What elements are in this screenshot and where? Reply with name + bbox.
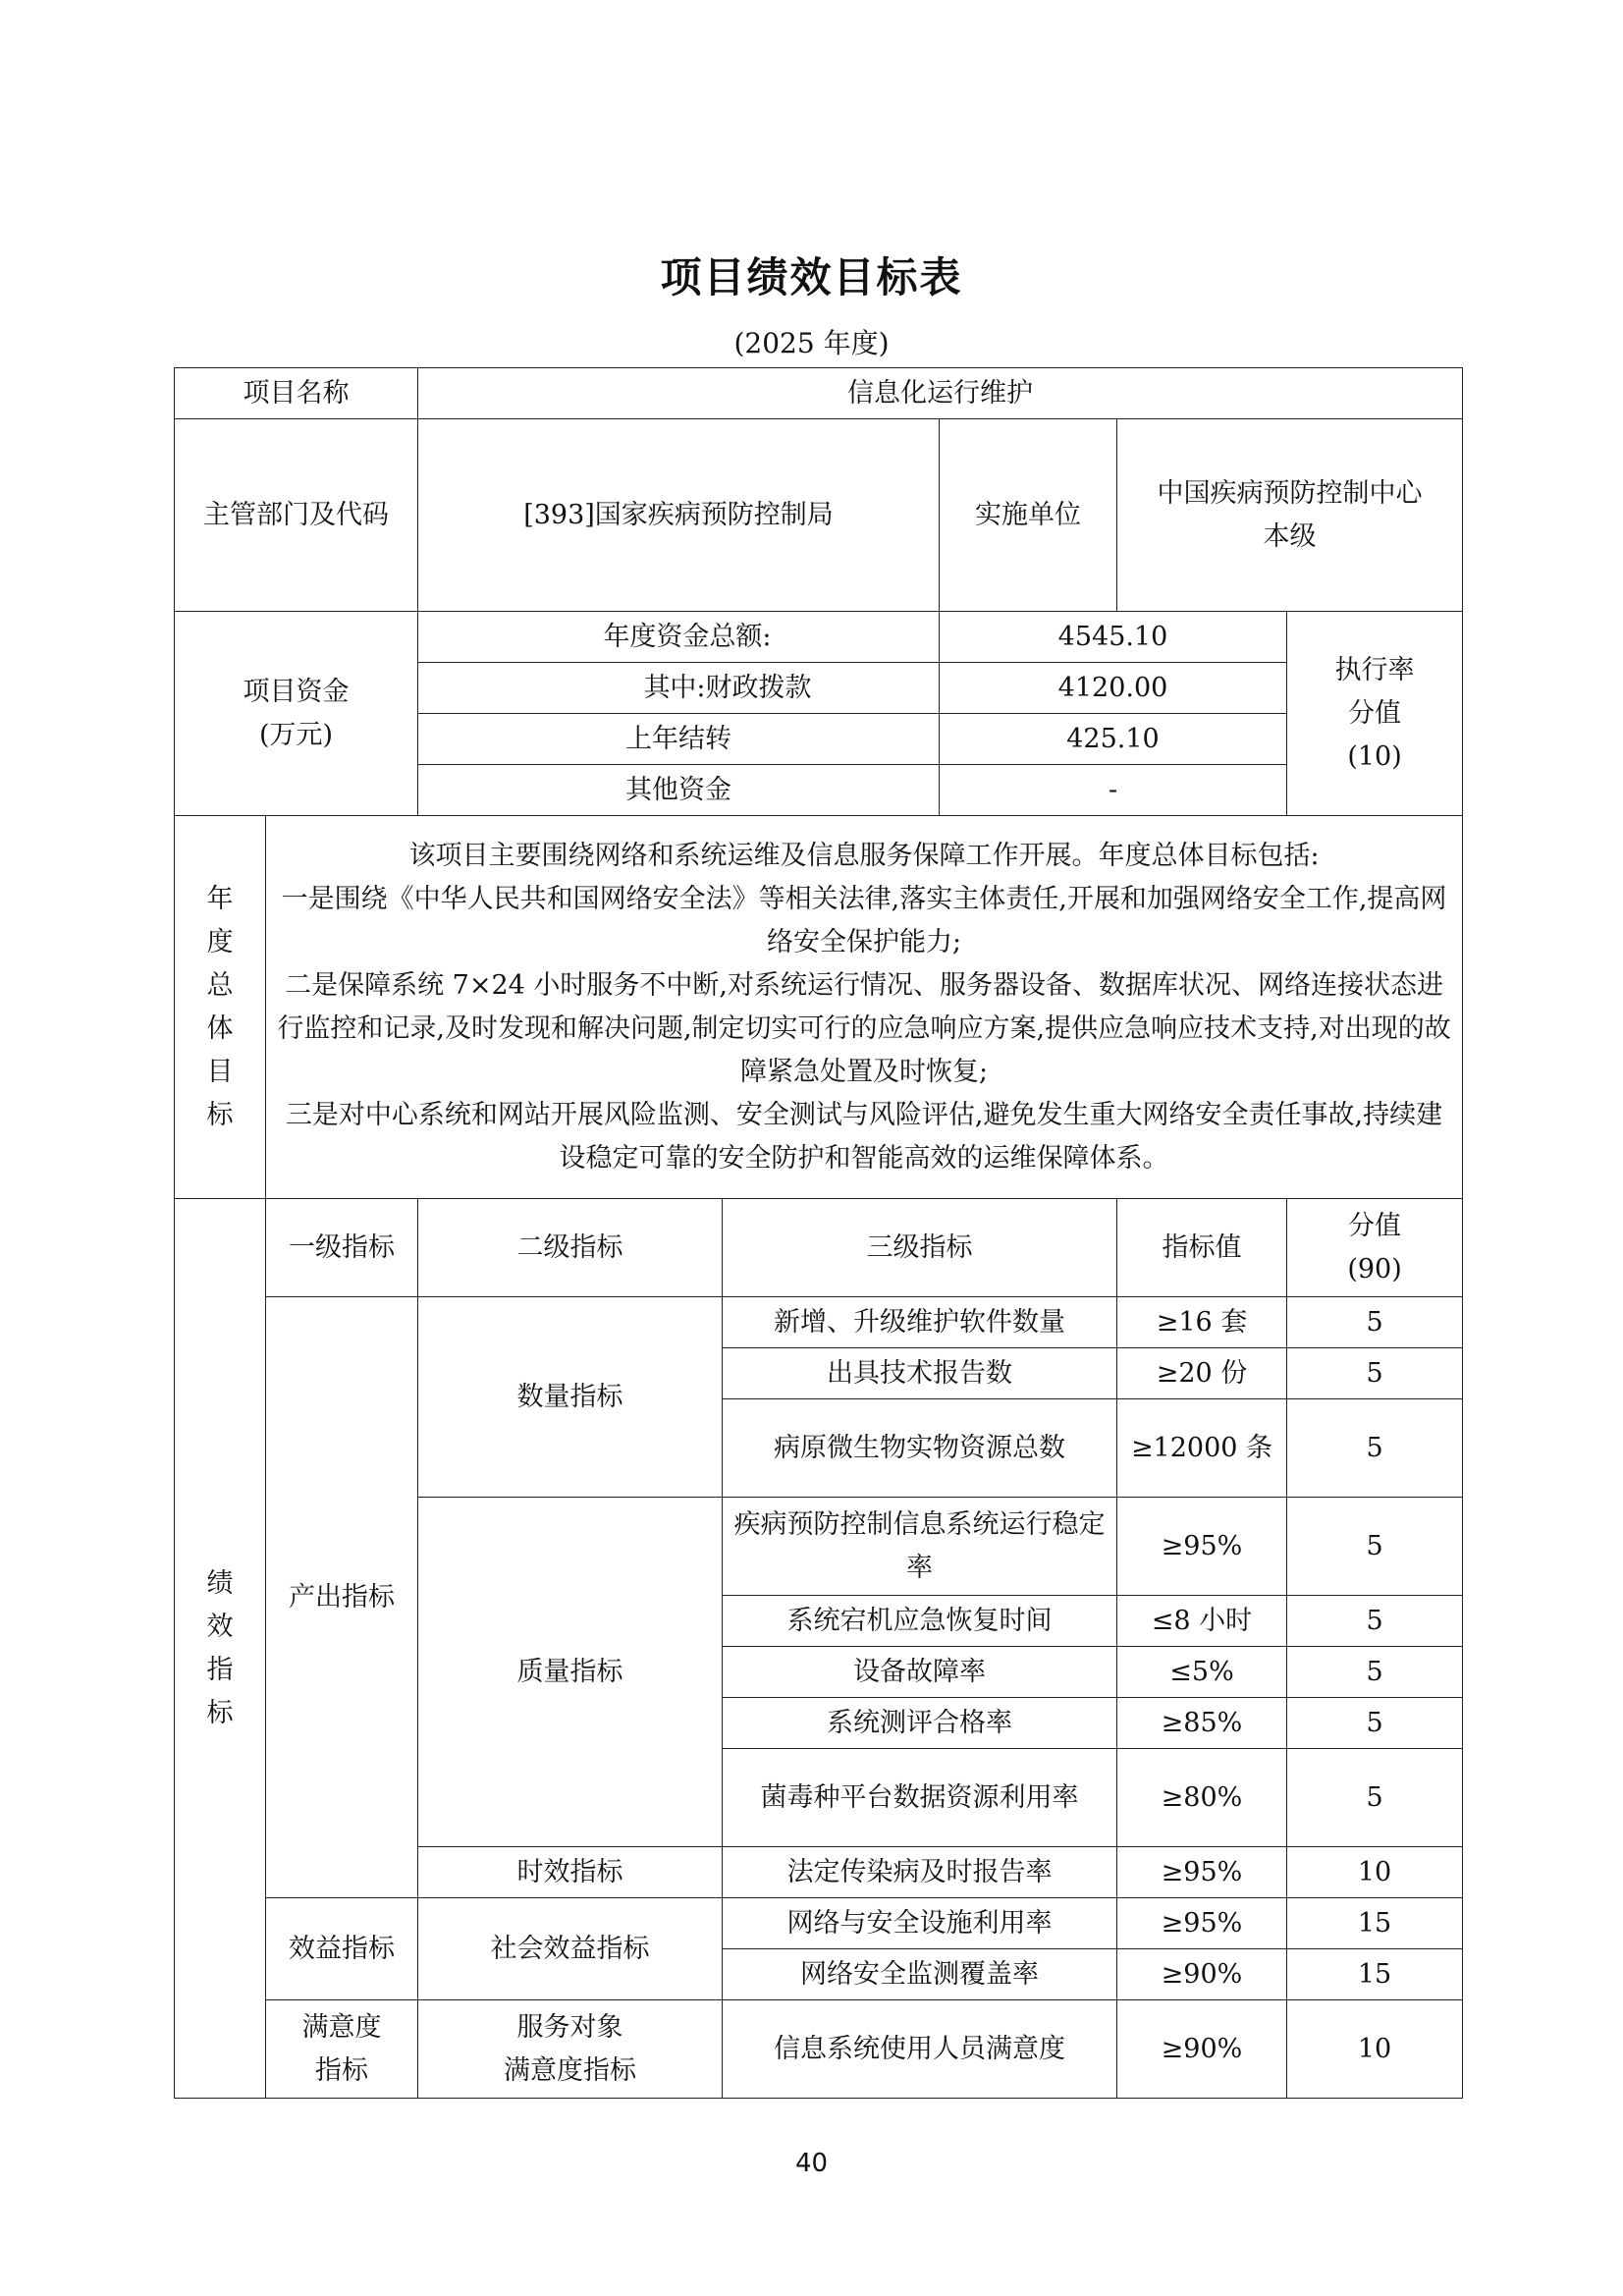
indicator-score: 5 xyxy=(1287,1399,1463,1498)
exec-line2: 分值 xyxy=(1348,697,1402,729)
goal-label-char: 年 xyxy=(206,883,234,914)
unit-value-line1: 中国疾病预防控制中心 xyxy=(1157,477,1423,509)
fund-fiscal-value: 4120.00 xyxy=(940,663,1287,714)
fund-carry-label: 上年结转 xyxy=(418,714,940,765)
annual-goal-text xyxy=(266,816,1463,1199)
indicator-name: 系统宕机应急恢复时间 xyxy=(723,1596,1117,1647)
satisfaction-line2: 指标 xyxy=(315,2054,368,2086)
fund-fiscal-label: 其中:财政拨款 xyxy=(418,663,940,714)
header-value: 指标值 xyxy=(1117,1199,1287,1297)
fund-total-row xyxy=(175,612,1463,663)
indicator-value: ≥20 份 xyxy=(1117,1348,1287,1399)
indicators-label-char: 效 xyxy=(206,1611,234,1642)
page-number: 40 xyxy=(794,2149,829,2178)
performance-table xyxy=(174,367,1463,2099)
indicator-value: ≤8 小时 xyxy=(1117,1596,1287,1647)
goal-label-char: 目 xyxy=(206,1056,234,1087)
indicator-value: ≥16 套 xyxy=(1117,1297,1287,1348)
service-satisfaction-indicator xyxy=(418,2000,723,2099)
indicator-score: 10 xyxy=(1287,2000,1463,2099)
indicator-score: 5 xyxy=(1287,1498,1463,1596)
indicator-header-row xyxy=(175,1199,1463,1297)
indicator-value: ≥90% xyxy=(1117,1949,1287,2000)
project-name-row xyxy=(175,368,1463,419)
indicator-score: 5 xyxy=(1287,1596,1463,1647)
fund-carry-value: 425.10 xyxy=(940,714,1287,765)
indicator-value: ≥95% xyxy=(1117,1847,1287,1898)
table-row xyxy=(175,2000,1463,2099)
indicator-score: 5 xyxy=(1287,1749,1463,1847)
benefit-indicator: 效益指标 xyxy=(266,1898,418,2000)
goal-line: 三是对中心系统和网站开展风险监测、安全测试与风险评估,避免发生重大网络安全责任事故,持续建设稳定可靠的安全防护和智能高效的运维保障体系。 xyxy=(285,1099,1443,1174)
indicator-value: ≥95% xyxy=(1117,1898,1287,1949)
indicator-name: 信息系统使用人员满意度 xyxy=(723,2000,1117,2099)
indicators-label-char: 指 xyxy=(206,1654,234,1685)
indicators-label-char: 标 xyxy=(206,1697,234,1728)
header-score-line1: 分值 xyxy=(1348,1210,1402,1241)
funds-label-line2: (万元) xyxy=(258,719,334,750)
service-line2: 满意度指标 xyxy=(504,2054,636,2086)
satisfaction-indicator xyxy=(266,2000,418,2099)
unit-value xyxy=(1117,419,1463,612)
indicator-name: 法定传染病及时报告率 xyxy=(723,1847,1117,1898)
indicator-name: 疾病预防控制信息系统运行稳定率 xyxy=(723,1498,1117,1596)
header-level1: 一级指标 xyxy=(266,1199,418,1297)
indicator-score: 10 xyxy=(1287,1847,1463,1898)
output-indicator: 产出指标 xyxy=(266,1297,418,1898)
year-subtitle: (2025 年度) xyxy=(733,327,890,359)
indicator-name: 出具技术报告数 xyxy=(723,1348,1117,1399)
annual-goal-label xyxy=(175,816,266,1199)
quality-indicator: 质量指标 xyxy=(418,1498,723,1847)
exec-line1: 执行率 xyxy=(1334,654,1415,685)
header-score-line2: (90) xyxy=(1347,1253,1402,1285)
header-level2: 二级指标 xyxy=(418,1199,723,1297)
fund-other-value: - xyxy=(940,765,1287,816)
indicator-name: 新增、升级维护软件数量 xyxy=(723,1297,1117,1348)
indicator-value: ≥12000 条 xyxy=(1117,1399,1287,1498)
indicator-score: 5 xyxy=(1287,1647,1463,1698)
annual-goal-row xyxy=(175,816,1463,1199)
satisfaction-line1: 满意度 xyxy=(301,2011,382,2043)
indicator-value: ≥85% xyxy=(1117,1698,1287,1749)
funds-label xyxy=(175,612,418,816)
header-score xyxy=(1287,1199,1463,1297)
indicator-score: 5 xyxy=(1287,1698,1463,1749)
indicator-score: 15 xyxy=(1287,1898,1463,1949)
indicator-name: 菌毒种平台数据资源利用率 xyxy=(723,1749,1117,1847)
service-line1: 服务对象 xyxy=(516,2011,623,2043)
goal-line: 一是围绕《中华人民共和国网络安全法》等相关法律,落实主体责任,开展和加强网络安全工作,提高网络安全保护能力; xyxy=(281,883,1447,957)
fund-other-label: 其他资金 xyxy=(418,765,940,816)
department-label: 主管部门及代码 xyxy=(175,419,418,612)
indicators-label-char: 绩 xyxy=(206,1567,234,1599)
quantity-indicator: 数量指标 xyxy=(418,1297,723,1498)
fund-total-value: 4545.10 xyxy=(940,612,1287,663)
indicator-score: 15 xyxy=(1287,1949,1463,2000)
goal-label-char: 标 xyxy=(206,1099,234,1130)
unit-value-line2: 本级 xyxy=(1263,520,1317,552)
execution-rate-score xyxy=(1287,612,1463,816)
indicators-label xyxy=(175,1199,266,2099)
indicator-value: ≥90% xyxy=(1117,2000,1287,2099)
header-level3: 三级指标 xyxy=(723,1199,1117,1297)
goal-line: 二是保障系统 7×24 小时服务不中断,对系统运行情况、服务器设备、数据库状况、网络连接状态进行监控和记录,及时发现和解决问题,制定切实可行的应急响应方案,提供应急响应技术支持,对出现的故障紧急处置及时恢复; xyxy=(277,969,1451,1087)
funds-label-line1: 项目资金 xyxy=(243,676,350,707)
exec-line3: (10) xyxy=(1347,740,1402,772)
department-row xyxy=(175,419,1463,612)
indicator-name: 病原微生物实物资源总数 xyxy=(723,1399,1117,1498)
indicator-value: ≤5% xyxy=(1117,1647,1287,1698)
indicator-name: 设备故障率 xyxy=(723,1647,1117,1698)
table-row xyxy=(175,1297,1463,1348)
social-benefit-indicator: 社会效益指标 xyxy=(418,1898,723,2000)
page-title: 项目绩效目标表 xyxy=(660,253,963,301)
goal-label-char: 总 xyxy=(206,969,234,1001)
indicator-name: 网络安全监测覆盖率 xyxy=(723,1949,1117,2000)
goal-label-char: 度 xyxy=(206,926,234,957)
department-value: [393]国家疾病预防控制局 xyxy=(418,419,940,612)
timeliness-indicator: 时效指标 xyxy=(418,1847,723,1898)
table-row xyxy=(175,1898,1463,1949)
indicator-score: 5 xyxy=(1287,1348,1463,1399)
project-name-value: 信息化运行维护 xyxy=(418,368,1463,419)
fund-total-label: 年度资金总额: xyxy=(418,612,940,663)
goal-line: 该项目主要围绕网络和系统运维及信息服务保障工作开展。年度总体目标包括: xyxy=(408,840,1320,871)
indicator-score: 5 xyxy=(1287,1297,1463,1348)
unit-label: 实施单位 xyxy=(940,419,1117,612)
goal-label-char: 体 xyxy=(206,1012,234,1044)
indicator-name: 网络与安全设施利用率 xyxy=(723,1898,1117,1949)
indicator-value: ≥80% xyxy=(1117,1749,1287,1847)
project-name-label: 项目名称 xyxy=(175,368,418,419)
indicator-value: ≥95% xyxy=(1117,1498,1287,1596)
indicator-name: 系统测评合格率 xyxy=(723,1698,1117,1749)
